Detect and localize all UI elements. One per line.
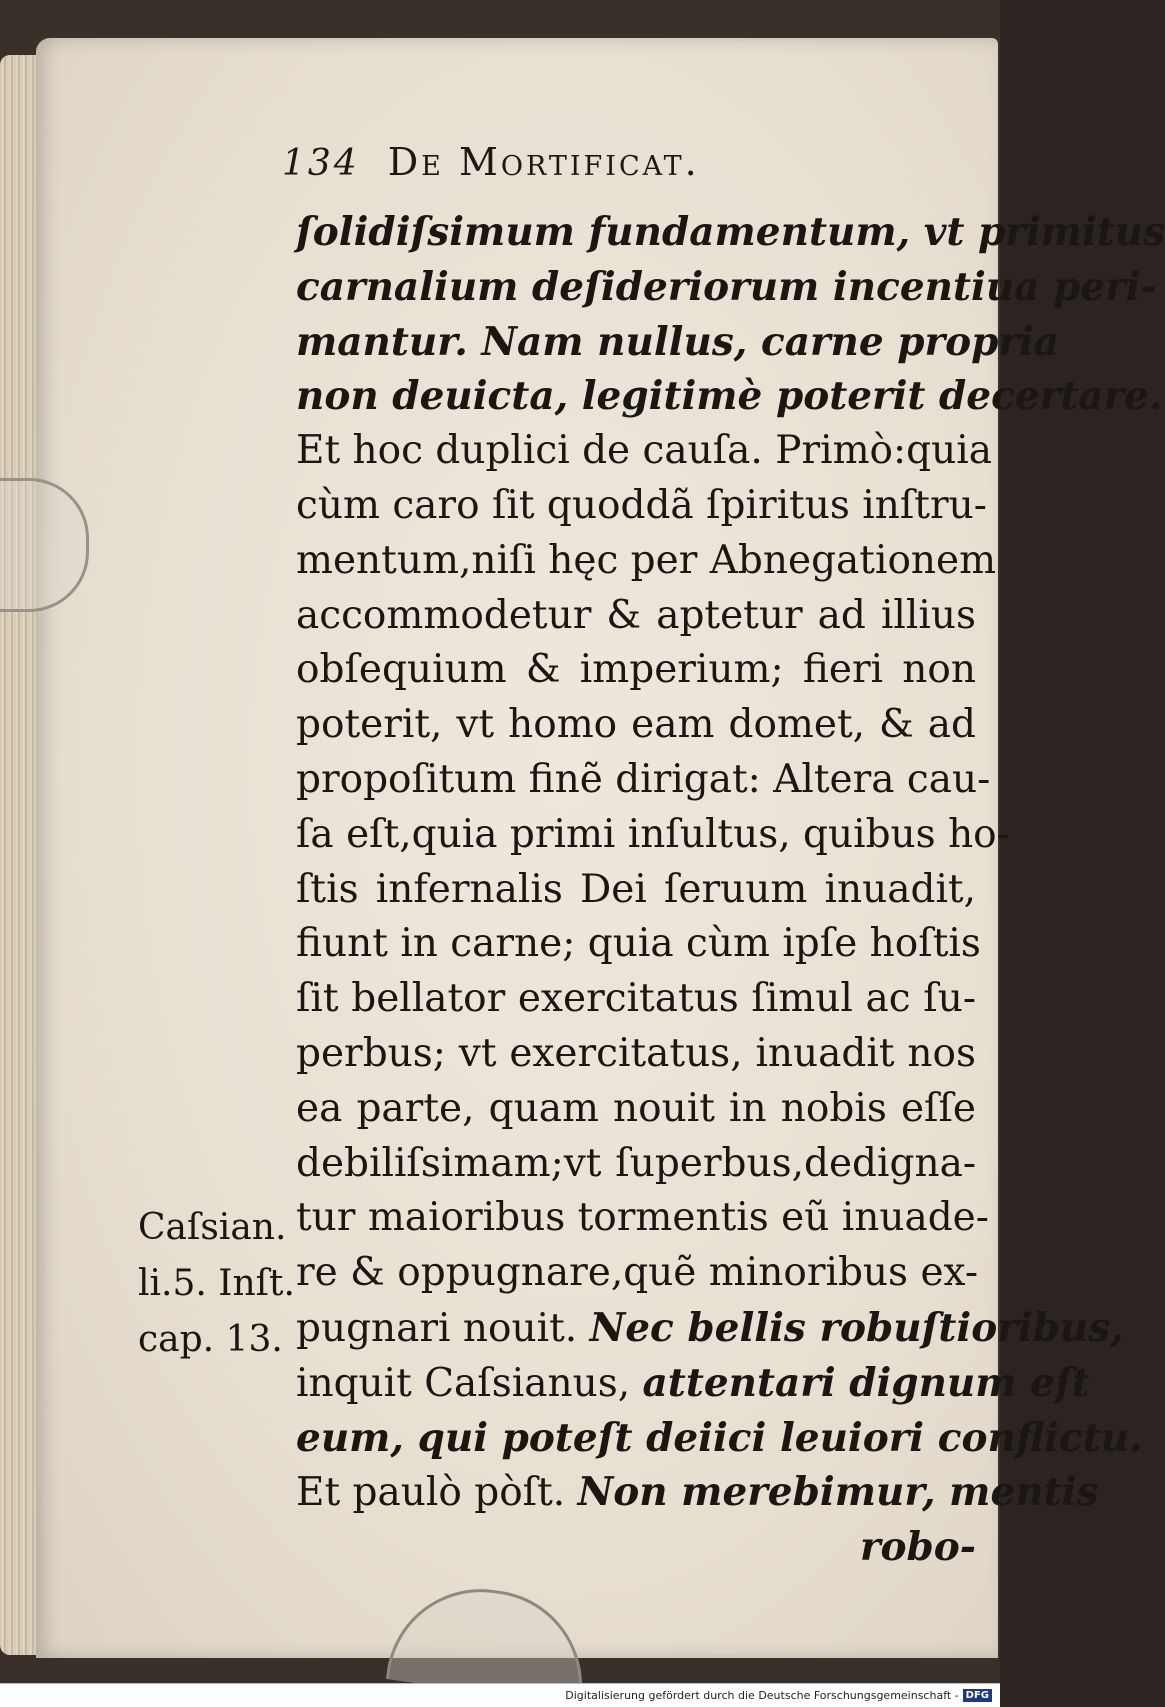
text-line (296, 1520, 976, 1575)
footer-text: Digitalisierung gefördert durch die Deutsche Forschungsgemeinschaft - (565, 1689, 959, 1702)
text-segment: ſit bellator exercitatus ſimul ac ſu- (296, 976, 976, 1022)
body-text (296, 205, 1165, 1575)
text-line (296, 205, 1165, 260)
text-line (296, 917, 981, 972)
text-segment: propoſitum finẽ dirigat: Altera cau- (296, 756, 991, 802)
text-line (296, 1191, 989, 1246)
text-segment: cùm caro ſit quoddã ſpiritus inſtru- (296, 482, 987, 528)
text-line (296, 1356, 1090, 1411)
text-segment: inquit Caſsianus, (296, 1360, 643, 1406)
margin-note: li.5. Inſt. (138, 1263, 295, 1304)
margin-note: Caſsian. (138, 1207, 287, 1248)
text-line (296, 589, 976, 644)
text-segment: debiliſsimam;vt ſuperbus,dedigna- (296, 1140, 976, 1186)
text-line (296, 260, 1157, 315)
text-line (296, 808, 1010, 863)
text-segment: pugnari nouit. (296, 1305, 590, 1351)
dfg-logo: DFG (963, 1689, 992, 1702)
text-line (296, 1137, 976, 1192)
text-line (296, 753, 991, 808)
text-segment: eum, qui poteſt deiici leuiori conflictu. (296, 1414, 1143, 1461)
text-segment: obſequium & imperium; fieri non (296, 647, 976, 693)
text-segment: poterit, vt homo eam domet, & ad (296, 702, 976, 748)
text-segment: tur maioribus tormentis eũ inuade- (296, 1195, 989, 1241)
text-segment: ea parte, quam nouit in nobis eſſe (296, 1085, 976, 1131)
text-line (296, 479, 987, 534)
text-line (296, 369, 1163, 424)
text-segment: Non merebimur, mentis (577, 1469, 1099, 1516)
margin-notes (138, 1200, 295, 1368)
text-segment: non deuicta, legitimè poterit decertare. (296, 373, 1163, 420)
text-segment: carnalium deſideriorum incentiua peri- (296, 263, 1157, 310)
margin-note: cap. 13. (138, 1319, 283, 1360)
text-segment: fiunt in carne; quia cùm ipſe hoſtis (296, 921, 981, 967)
text-line (296, 1082, 976, 1137)
text-segment: robo- (859, 1524, 976, 1571)
text-segment: mantur. Nam nullus, carne propria (296, 318, 1059, 365)
page-number: 134 (282, 143, 360, 184)
text-line (296, 1301, 1124, 1356)
text-line (296, 863, 976, 918)
text-line (296, 1027, 976, 1082)
text-line (296, 1246, 979, 1301)
text-segment: Et paulò pòſt. (296, 1470, 578, 1516)
text-line (296, 424, 992, 479)
text-line (296, 1465, 1099, 1520)
digitization-footer (0, 1683, 1000, 1707)
text-line (296, 1411, 1143, 1466)
text-line (296, 643, 976, 698)
text-segment: Nec bellis robuſtioribus, (589, 1304, 1124, 1351)
text-segment: ſolidiſsimum fundamentum, vt primitus (296, 209, 1165, 255)
text-segment: ſtis infernalis Dei ſeruum inuadit, (296, 866, 976, 912)
text-segment: perbus; vt exercitatus, inuadit nos (296, 1030, 976, 1076)
running-header (282, 140, 882, 184)
text-line (296, 972, 976, 1027)
text-segment: accommodetur & aptetur ad illius (296, 592, 976, 638)
text-segment: re & oppugnare,quẽ minoribus ex- (296, 1250, 979, 1296)
text-segment: attentari dignum eſt (642, 1359, 1090, 1406)
text-line (296, 534, 997, 589)
running-title: De Mortificat. (387, 140, 700, 184)
text-segment: Et hoc duplici de cauſa. Primò:quia (296, 428, 992, 474)
text-line (296, 315, 1059, 370)
text-line (296, 698, 976, 753)
text-segment: ſa eſt,quia primi inſultus, quibus ho- (296, 811, 1010, 857)
text-segment: mentum,niſi hęc per Abnegationem (296, 537, 997, 583)
